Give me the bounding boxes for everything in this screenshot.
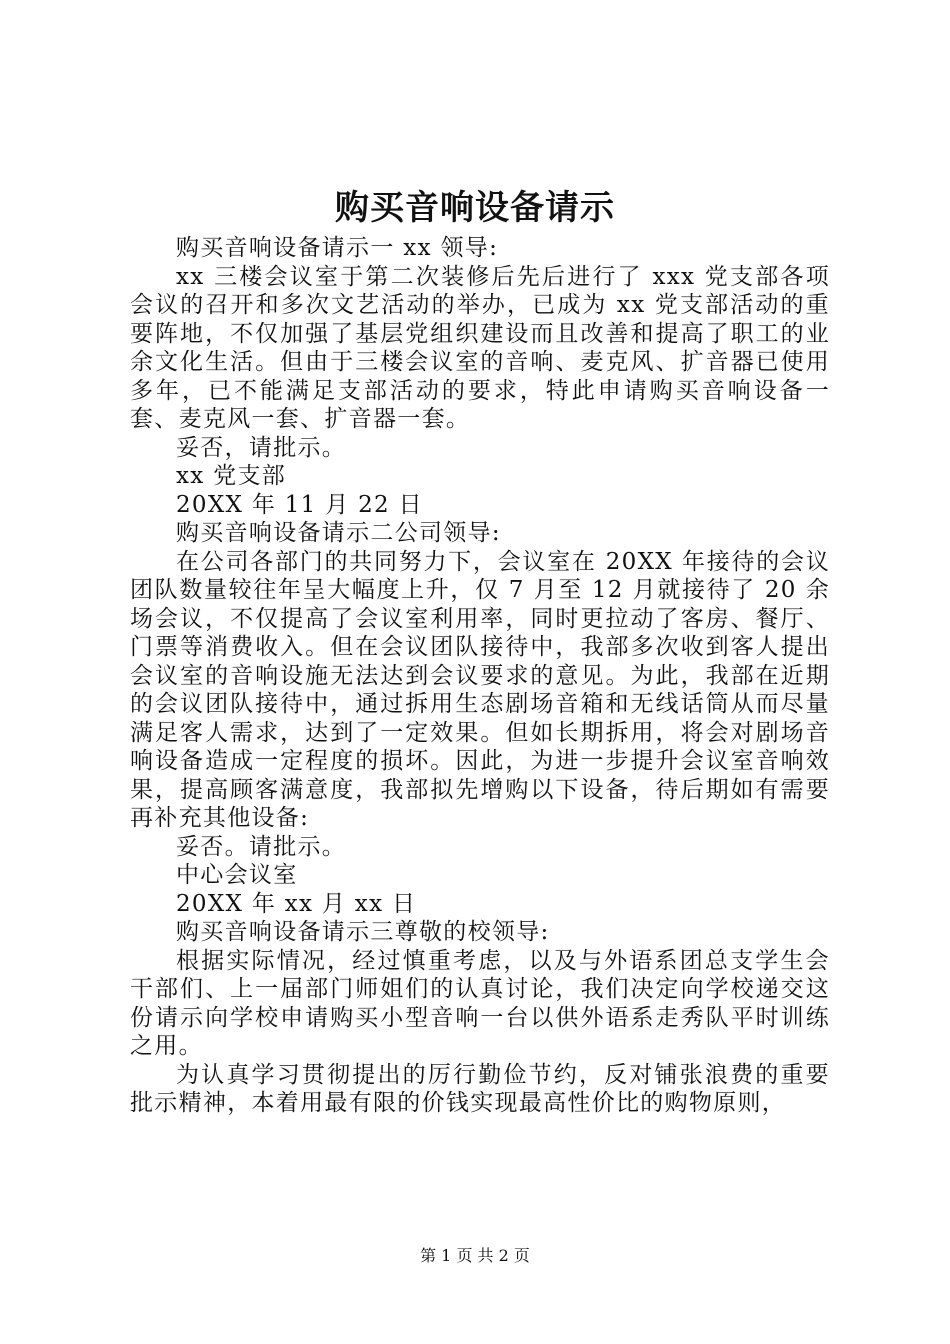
- paragraph-13: 为认真学习贯彻提出的厉行勤俭节约，反对铺张浪费的重要批示精神，本着用最有限的价钱实现最高性价比的购物原则，: [130, 1061, 830, 1116]
- paragraph-3: 妥否，请批示。: [176, 434, 347, 461]
- paragraph-9: 中心会议室: [176, 862, 298, 888]
- paragraph-12: 根据实际情况，经过慎重考虑，以及与外语系团总支学生会干部们、上一届部门师姐们的认真讨论，我们决定向学校递交这份请示向学校申请购买小型音响一台以供外语系走秀队平时训练之用。: [130, 947, 830, 1059]
- paragraph-4: xx 党支部: [176, 463, 287, 489]
- page-footer: 第 1 页 共 2 页: [420, 1246, 530, 1265]
- paragraph-7: 在公司各部门的共同努力下，会议室在 20XX 年接待的会议团队数量较往年呈大幅度上升，仅 7 月至 12 月就接待了 20 余场会议，不仅提高了会议室利用率，同时更拉动了客房、餐厅、门票等消费收入。但在会议团队接待中，我部多次收到客人提出会议室的音响设施无法达到会议要求的意见。为此，我部在近期的会议团队接待中，通过拆用生态剧场音箱和无线话筒从而尽量满足客人需求，达到了一定效果。但如长期拆用，将会对剧场音响设备造成一定程度的损坏。因此，为进一步提升会议室音响效果，提高顾客满意度，我部拟先增购以下设备，待后期如有需要再补充其他设备:: [130, 548, 830, 831]
- paragraph-6: 购买音响设备请示二公司领导:: [176, 520, 501, 546]
- paragraph-5: 20XX 年 11 月 22 日: [176, 491, 423, 518]
- paragraph-11: 购买音响设备请示三尊敬的校领导:: [176, 919, 550, 945]
- paragraph-1: 购买音响设备请示一 xx 领导:: [176, 235, 499, 261]
- paragraph-8: 妥否。请批示。: [176, 833, 347, 860]
- document-body: [130, 234, 830, 1118]
- document-title: 购买音响设备请示: [335, 188, 615, 228]
- paragraph-2: xx 三楼会议室于第二次装修后先后进行了 xxx 党支部各项会议的召开和多次文艺活动的举办，已成为 xx 党支部活动的重要阵地，不仅加强了基层党组织建设而且改善和提高了职工的业余文化生活。但由于三楼会议室的音响、麦克风、扩音器已使用多年，已不能满足支部活动的要求，特此申请购买音响设备一套、麦克风一套、扩音器一套。: [130, 263, 830, 432]
- paragraph-10: 20XX 年 xx 月 xx 日: [176, 890, 417, 917]
